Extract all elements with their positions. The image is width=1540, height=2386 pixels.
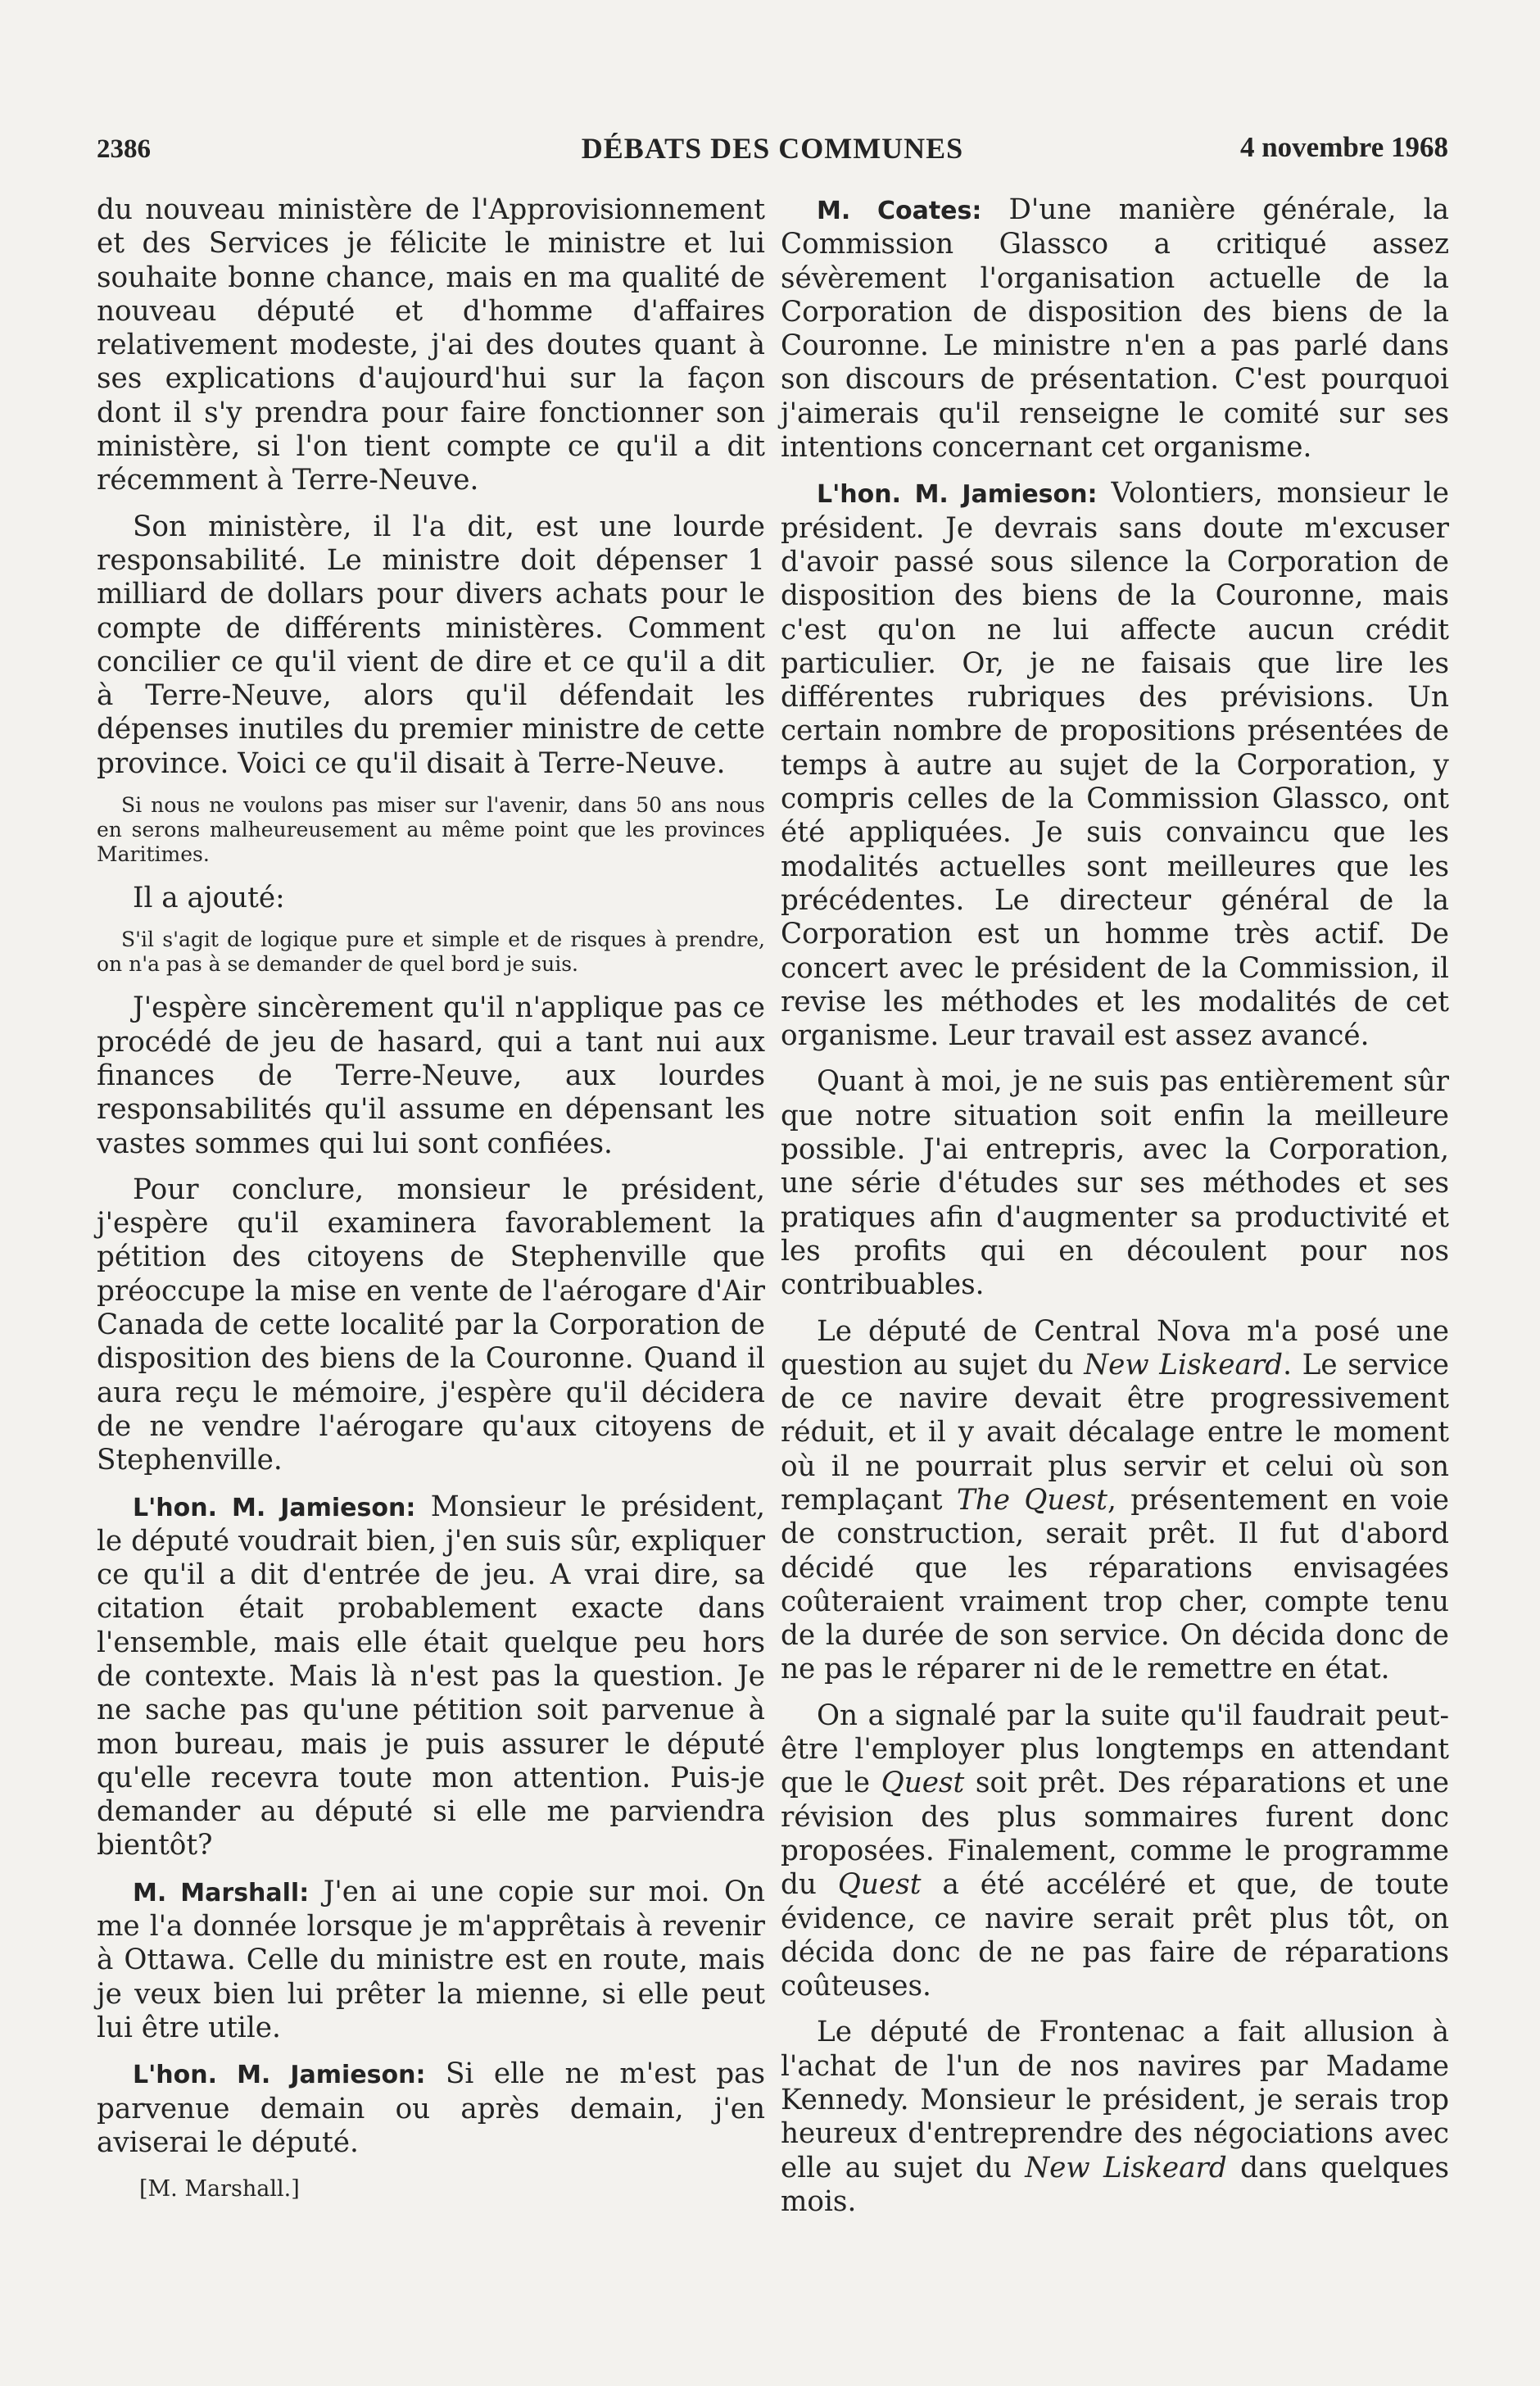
paragraph: Il a ajouté: bbox=[133, 882, 285, 915]
speech-text: D'une manière générale, la Commission Glassco a critiqué assez sévèrement l'organisation actuelle de la Corporation de disposition des biens de la Couronne. Le ministre n'en a pas parlé dans son discours de présentation. C'est pourquoi j'aimerais qu'il renseigne le comité sur ses intentions concernant cet organisme. bbox=[781, 193, 1450, 465]
speech-text: Si elle ne m'est pas parvenue demain ou après demain, j'en aviserai le député. bbox=[97, 2057, 766, 2159]
text-run: soit prêt. Des réparations et une révision des plus sommaires furent donc proposées. Finalement, comme le programme du bbox=[781, 1767, 1449, 1902]
left-column bbox=[97, 193, 765, 2206]
text-run: a été accéléré et que, de toute évidence, ce navire serait prêt plus tôt, on décida donc de ne pas faire de réparations coûteuses. bbox=[781, 1868, 1449, 2003]
text-run: dans quelques mois. bbox=[781, 2151, 1450, 2218]
paragraph: Quant à moi, je ne suis pas entièrement sûr que notre situation soit enfin la meilleure possible. J'ai entrepris, avec la Corporation, une série d'études sur ses méthodes et ses pratiques afin d'augmenter sa productivité et les profits qui en découlent pour nos contribuables. bbox=[781, 1065, 1449, 1302]
speech bbox=[97, 1876, 765, 2045]
ship-name: The Quest bbox=[956, 1483, 1107, 1517]
speech-text: Monsieur le président, le député voudrait bien, j'en suis sûr, expliquer ce qu'il a dit d'entrée de jeu. A vrai dire, sa citation était probablement exacte dans l'ensemble, mais elle était quelque peu hors de contexte. Mais là n'est pas la question. Je ne sache pas qu'une pétition soit parvenue à mon bureau, mais je puis assurer le député qu'elle recevra toute mon attention. Puis-je demander au député si elle me parviendra bientôt? bbox=[97, 1490, 766, 1862]
ship-name: New Liskeard bbox=[1084, 1348, 1284, 1381]
speaker-name: L'hon. M. Jamieson: bbox=[133, 2061, 426, 2090]
speaker-name: M. Coates: bbox=[817, 197, 982, 225]
right-column bbox=[781, 193, 1449, 2231]
paragraph: du nouveau ministère de l'Approvisionnement et des Services je félicite le ministre et lui souhaite bonne chance, mais en ma qualité de nouveau député et d'homme d'affaires relativement modeste, j'ai des doutes quant à ses explications d'aujourd'hui sur la façon dont il s'y prendra pour faire fonctionner son ministère, si l'on tient compte ce qu'il a dit récemment à Terre-Neuve. bbox=[97, 193, 765, 497]
speech bbox=[97, 2057, 765, 2160]
speaker-name: L'hon. M. Jamieson: bbox=[133, 1493, 416, 1522]
paragraph: J'espère sincèrement qu'il n'applique pas ce procédé de jeu de hasard, qui a tant nui aux finances de Terre-Neuve, aux lourdes responsabilités qu'il assume en dépensant les vastes sommes qui lui sont confiées. bbox=[97, 991, 765, 1160]
page-date: 4 novembre 1968 bbox=[1239, 131, 1448, 163]
paragraph bbox=[781, 2016, 1449, 2219]
text-run: , présentement en voie de construction, serait prêt. Il fut d'abord décidé que les réparations envisagées coûteraient vraiment trop cher, compte tenu de la durée de son service. On décida donc de ne pas le réparer ni de le remettre en état. bbox=[781, 1483, 1449, 1686]
paragraph bbox=[781, 1699, 1449, 2004]
speech bbox=[781, 193, 1449, 465]
text-run: On a signalé par la suite qu'il faudrait peut-être l'employer plus longtemps en attendant que le bbox=[781, 1699, 1449, 1800]
speech-text: J'en ai une copie sur moi. On me l'a donnée lorsque je m'apprêtais à revenir à Ottawa. Celle du ministre est en route, mais je veux bien lui prêter la mienne, si elle peut lui être utile. bbox=[97, 1875, 765, 2044]
block-quote: S'il s'agit de logique pure et simple et de risques à prendre, on n'a pas à se demander de quel bord je suis. bbox=[97, 928, 765, 977]
paragraph: Son ministère, il l'a dit, est une lourde responsabilité. Le ministre doit dépenser 1 milliard de dollars pour divers achats pour le compte de différents ministères. Comment concilier ce qu'il vient de dire et ce qu'il a dit à Terre-Neuve, alors qu'il défendait les dépenses inutiles du premier ministre de cette province. Voici ce qu'il disait à Terre-Neuve. bbox=[97, 510, 765, 780]
speech-text: Volontiers, monsieur le président. Je devrais sans doute m'excuser d'avoir passé sous silence la Corporation de disposition des biens de la Couronne, mais c'est qu'on ne lui affecte aucun crédit particulier. Or, je ne faisais que lire les différentes rubriques des prévisions. Un certain nombre de propositions présentées de temps à autre au sujet de la Corporation, y compris celles de la Commission Glassco, ont été appliquées. Je suis convaincu que les modalités actuelles sont meilleures que les précédentes. Le directeur général de la Corporation est un homme très actif. De concert avec le président de la Commission, il revise les méthodes et les modalités de cet organisme. Leur travail est assez avancé. bbox=[781, 477, 1450, 1053]
ship-name: Quest bbox=[837, 1868, 922, 1902]
speech bbox=[97, 1490, 765, 1863]
ship-name: Quest bbox=[881, 1767, 965, 1800]
paragraph: Pour conclure, monsieur le président, j'espère qu'il examinera favorablement la pétition des citoyens de Stephenville que préoccupe la mise en vente de l'aérogare d'Air Canada de cette localité par la Corporation de disposition des biens de la Couronne. Quand il aura reçu le mémoire, j'espère qu'il décidera de ne vendre l'aérogare qu'aux citoyens de Stephenville. bbox=[97, 1173, 765, 1477]
text-run: Le député de Frontenac a fait allusion à l'achat de l'un de nos navires par Madame Kennedy. Monsieur le président, je serais trop heureux d'entreprendre des négociations avec elle au sujet du bbox=[781, 2016, 1449, 2184]
text-run: . Le service de ce navire devait être progressivement réduit, et il y avait décalage entre le moment où il ne pourrait plus servir et celui où son remplaçant bbox=[781, 1348, 1450, 1517]
page-number: 2386 bbox=[97, 134, 151, 164]
speaker-name: M. Marshall: bbox=[133, 1878, 310, 1907]
block-quote: Si nous ne voulons pas miser sur l'avenir, dans 50 ans nous en serons malheureusement au même point que les provinces Maritimes. bbox=[97, 793, 765, 867]
text-run: Le député de Central Nova m'a posé une question au sujet du bbox=[781, 1314, 1449, 1381]
ship-name: New Liskeard bbox=[1025, 2151, 1227, 2184]
paragraph bbox=[781, 1315, 1449, 1687]
page-title: DÉBATS DES COMMUNES bbox=[581, 132, 964, 165]
page-header bbox=[97, 129, 1448, 169]
speaker-attribution: [M. Marshall.] bbox=[139, 2176, 300, 2202]
speech bbox=[781, 477, 1449, 1053]
speaker-name: L'hon. M. Jamieson: bbox=[817, 480, 1098, 510]
